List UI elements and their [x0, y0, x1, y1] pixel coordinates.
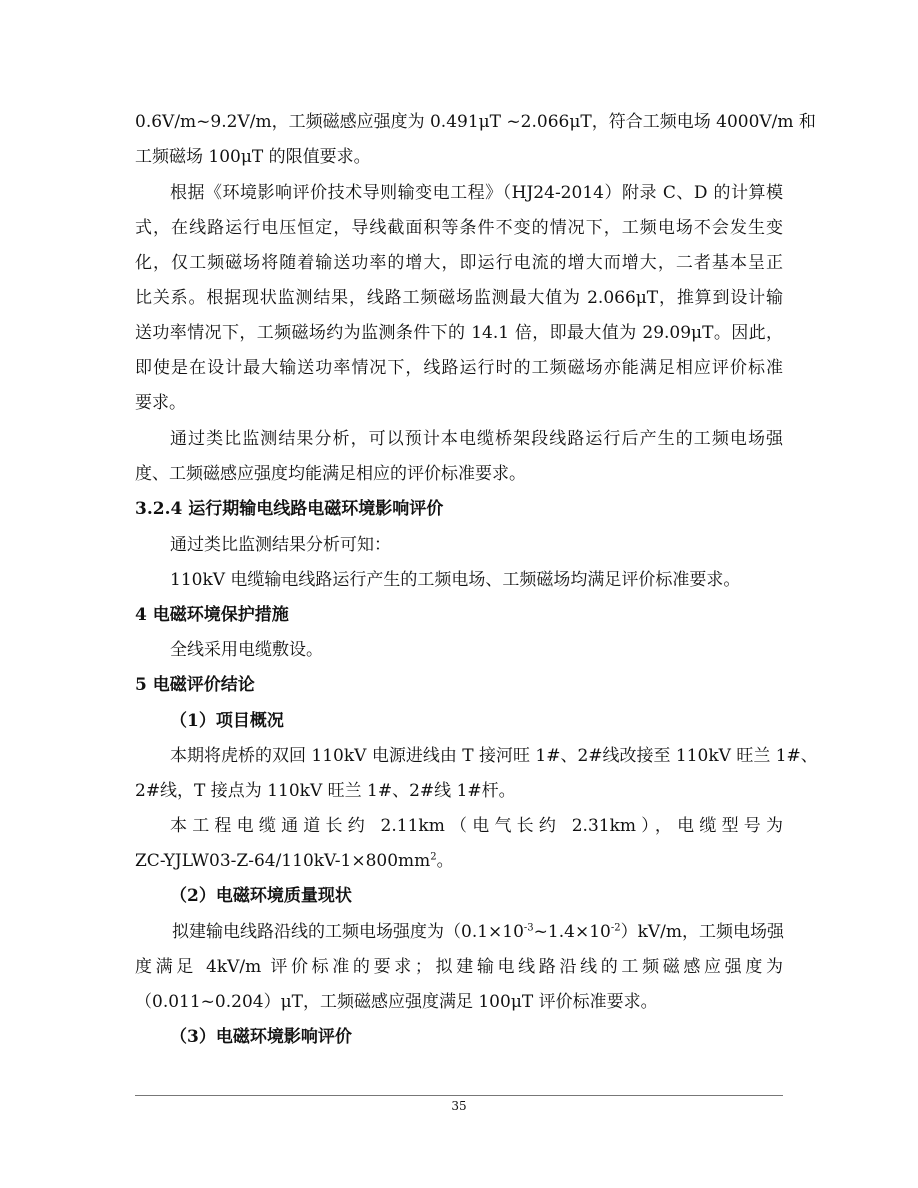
section-heading: 5 电磁评价结论: [135, 675, 255, 695]
superscript-text: -2: [610, 922, 621, 934]
body-text-line: 度、工频磁感应强度均能满足相应的评价标准要求。: [135, 464, 526, 484]
punctuation-text: 。: [436, 851, 454, 871]
body-text-line: 根据《环境影响评价技术导则输变电工程》（HJ24-2014）附录 C、D 的计算模: [170, 183, 783, 203]
body-text-segment: ~1.4×10: [533, 922, 611, 942]
body-text-line: 化，仅工频磁场将随着输送功率的增大，即运行电流的增大而增大，二者基本呈正: [135, 253, 783, 273]
body-text-line: 全线采用电缆敷设。: [170, 640, 323, 660]
body-text-line: [135, 849, 783, 873]
superscript-text: -3: [523, 922, 534, 934]
body-text-line: 110kV 电缆输电线路运行产生的工频电场、工频磁场均满足评价标准要求。: [170, 570, 741, 590]
section-heading: 3.2.4 运行期输电线路电磁环境影响评价: [135, 499, 444, 519]
footer-divider: [135, 1095, 783, 1096]
body-text-line: 本期将虎桥的双回 110kV 电源进线由 T 接河旺 1#、2#线改接至 110kV 旺兰 1#、: [170, 746, 818, 766]
page-number: 35: [451, 1099, 467, 1113]
body-text-line: 通过类比监测结果分析，可以预计本电缆桥架段线路运行后产生的工频电场强: [170, 429, 783, 449]
subsection-heading: （1）项目概况: [170, 711, 284, 731]
body-text-line: 度满足 4kV/m 评价标准的要求；拟建输电线路沿线的工频磁感应强度为: [135, 957, 783, 977]
body-text-line: （0.011~0.204）μT，工频磁感应强度满足 100μT 评价标准要求。: [135, 992, 658, 1012]
body-text-line: [172, 920, 783, 944]
superscript-text: 2: [430, 851, 437, 863]
body-text-line: 0.6V/m~9.2V/m，工频磁感应强度为 0.491μT ~2.066μT，符合工频电场 4000V/m 和: [135, 112, 816, 132]
subsection-heading: （3）电磁环境影响评价: [170, 1027, 352, 1047]
body-text-line: 2#线，T 接点为 110kV 旺兰 1#、2#线 1#杆。: [135, 781, 516, 801]
body-text-segment: ）kV/m，工频电场强: [620, 922, 785, 942]
body-text-line: 即使是在设计最大输送功率情况下，线路运行时的工频磁场亦能满足相应评价标准: [135, 358, 783, 378]
cable-model-text: ZC-YJLW03-Z-64/110kV-1×800mm: [135, 851, 431, 871]
body-text-line: 比关系。根据现状监测结果，线路工频磁场监测最大值为 2.066μT，推算到设计输: [135, 288, 783, 308]
body-text-line: 通过类比监测结果分析可知：: [170, 535, 391, 555]
body-text-segment: 拟建输电线路沿线的工频电场强度为（0.1×10: [172, 922, 524, 942]
body-text-line: 送功率情况下，工频磁场约为监测条件下的 14.1 倍，即最大值为 29.09μT。因此，: [135, 323, 783, 343]
body-text-line: 式，在线路运行电压恒定，导线截面积等条件不变的情况下，工频电场不会发生变: [135, 218, 783, 238]
body-text-line: 本工程电缆通道长约 2.11km（电气长约 2.31km），电缆型号为: [170, 816, 783, 836]
section-heading: 4 电磁环境保护措施: [135, 605, 289, 625]
body-text-line: 要求。: [135, 393, 186, 413]
subsection-heading: （2）电磁环境质量现状: [170, 886, 352, 906]
body-text-line: 工频磁场 100μT 的限值要求。: [135, 147, 371, 167]
